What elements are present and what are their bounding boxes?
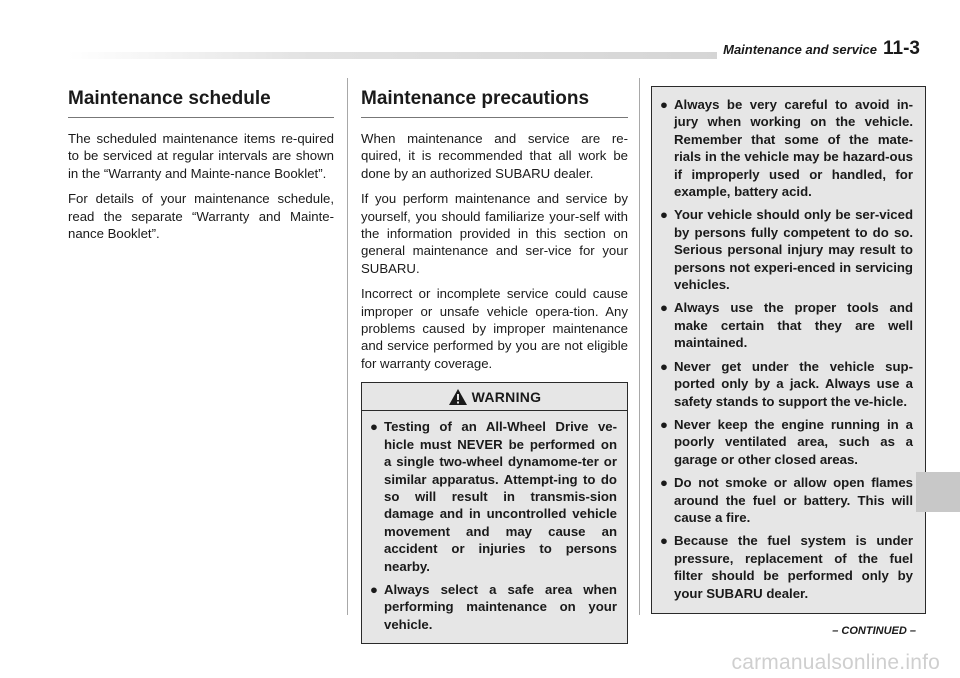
- page-header: [717, 38, 920, 60]
- warning-header: [362, 383, 627, 411]
- bullet-icon: ●: [660, 300, 668, 316]
- warning-list-item: [660, 474, 913, 526]
- warning-item-text: Always use the proper tools and make certain that they are well maintained.: [674, 300, 913, 351]
- warning-item-text: Always be very careful to avoid in-jury when working on the vehicle. Remember that some of the mate-rials in the vehicle may be hazard-ous if improperly used or handled, for example, battery acid.: [674, 97, 913, 200]
- warning-list-item: [660, 206, 913, 293]
- warning-triangle-icon: [448, 388, 468, 406]
- watermark: carmanualsonline.info: [731, 651, 940, 674]
- warning-box-continued: [651, 86, 926, 614]
- bullet-icon: ●: [370, 419, 378, 435]
- bullet-icon: ●: [660, 97, 668, 112]
- continued-label: – CONTINUED –: [832, 625, 916, 637]
- column-maintenance-precautions: [361, 88, 628, 644]
- paragraph: If you perform maintenance and service by yourself, you should familiarize your-self with the information provided in this section on general maintenance and ser-vice for your SUBARU.: [361, 191, 628, 276]
- warning-item-text: Because the fuel system is under pressure, replacement of the fuel filter should be performed only by your SUBARU dealer.: [674, 533, 913, 601]
- header-page-number: 11-3: [883, 38, 920, 59]
- warning-item-text: Always select a safe area when performing maintenance on your vehicle.: [384, 581, 617, 632]
- warning-list-item: [370, 418, 617, 575]
- warning-list-item: [370, 581, 617, 633]
- warning-item-text: Never keep the engine running in a poorly ventilated area, such as a garage or other closed areas.: [674, 416, 913, 467]
- column-warning-continued: [651, 86, 926, 614]
- warning-label: WARNING: [471, 388, 542, 405]
- bullet-icon: ●: [660, 416, 668, 432]
- warning-list-item: [660, 416, 913, 468]
- warning-box: [361, 382, 628, 644]
- bullet-icon: ●: [660, 475, 668, 491]
- warning-list-item: [660, 96, 913, 200]
- paragraph: Incorrect or incomplete service could cause improper or unsafe vehicle opera-tion. Any problems caused by improper maintenance and service performed by you are not eligible for warranty coverage.: [361, 286, 628, 371]
- warning-list-item: [660, 299, 913, 351]
- paragraph: The scheduled maintenance items re-quired to be serviced at regular intervals are shown in the “Warranty and Mainte-nance Booklet”.: [68, 131, 334, 181]
- warning-list-item: [660, 532, 913, 602]
- paragraph: When maintenance and service are re-quired, it is recommended that all work be done by an authorized SUBARU dealer.: [361, 131, 628, 181]
- bullet-icon: ●: [660, 533, 668, 549]
- warning-body: [362, 411, 627, 643]
- bullet-icon: ●: [660, 207, 668, 223]
- warning-item-text: Testing of an All-Wheel Drive ve-hicle must NEVER be performed on a single two-wheel dynamome-ter or similar apparatus. Attempt-ing to do so will result in transmis-sion damage and in uncontrolled vehicle movement and may cause an accident or injuries to persons nearby.: [384, 419, 617, 574]
- warning-item-text: Never get under the vehicle sup-ported only by a jack. Always use a safety stands to support the ve-hicle.: [674, 358, 913, 409]
- bullet-icon: ●: [370, 581, 378, 597]
- warning-item-text: Do not smoke or allow open flames around the fuel or battery. This will cause a fire.: [674, 475, 913, 525]
- header-section-title: Maintenance and service: [723, 42, 878, 57]
- warning-item-text: Your vehicle should only be ser-viced by persons fully competent to do so. Serious personal injury may result to persons not experi-enced in servicing vehicles.: [674, 207, 913, 293]
- column-divider-right: [639, 78, 640, 615]
- column-divider-left: [347, 78, 348, 615]
- bullet-icon: ●: [660, 358, 668, 374]
- section-title-maintenance-schedule: Maintenance schedule: [68, 88, 334, 118]
- section-title-maintenance-precautions: Maintenance precautions: [361, 88, 628, 118]
- paragraph: For details of your maintenance schedule, read the separate “Warranty and Mainte-nance Booklet”.: [68, 191, 334, 242]
- chapter-side-tab: [916, 472, 960, 512]
- warning-list-item: [660, 358, 913, 410]
- column-maintenance-schedule: [68, 88, 334, 250]
